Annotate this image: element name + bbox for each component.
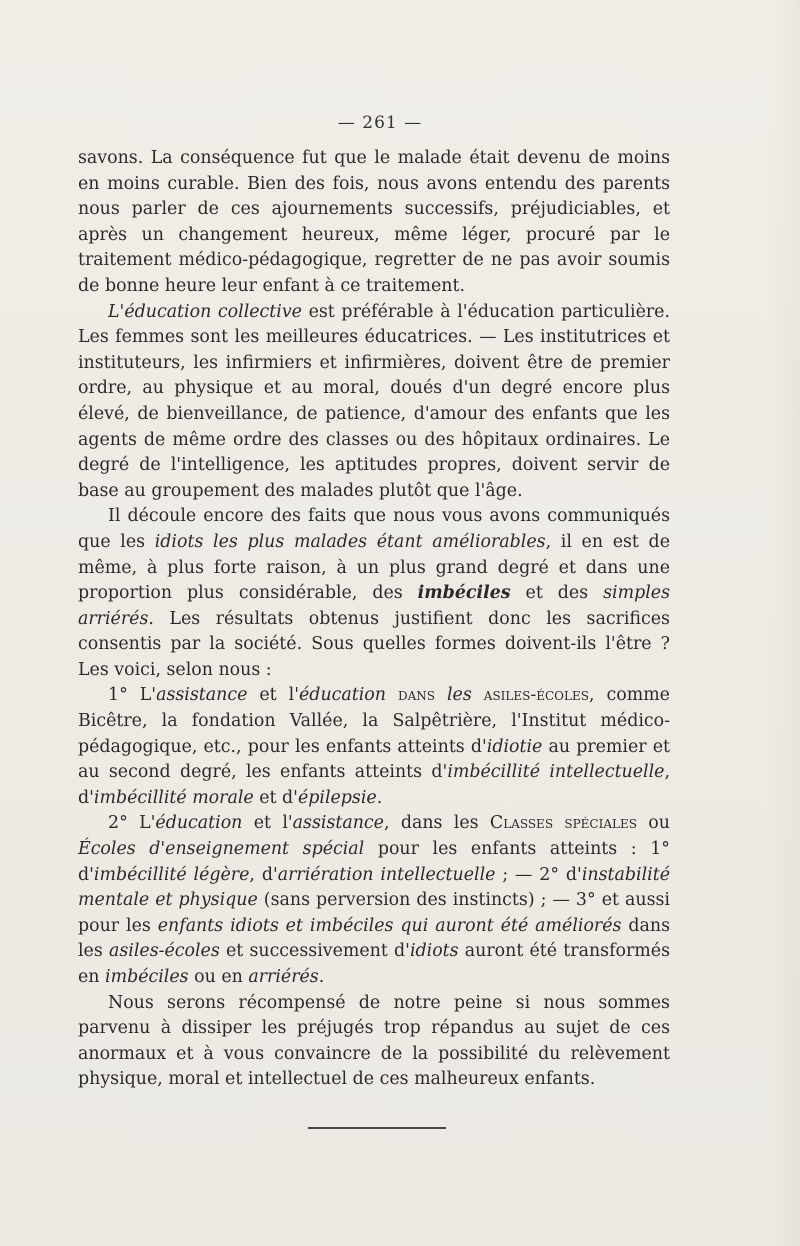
p5-italic-2: assistance (292, 813, 384, 834)
p5-text-3: , dans les (383, 813, 490, 834)
p5-italic-3: Écoles d'enseignement spécial (78, 839, 365, 860)
p5-text-11: auront été transformés en (78, 941, 671, 987)
p5-italic-8: asiles-écoles (108, 941, 220, 962)
p4-italic-4: idiotie (486, 736, 543, 757)
p4-italic-1: assistance (156, 685, 248, 706)
p5-text-9: dans les (78, 915, 671, 962)
p5-italic-9: idiots (409, 941, 459, 962)
p5-italic-7: enfants idiots et imbéciles qui auront été améliorés (157, 915, 622, 936)
p5-text-1: 2° L' (108, 813, 156, 834)
p4-italic-2: éducation (299, 685, 386, 706)
p4-text-9: et d' (253, 787, 298, 808)
body-text (78, 146, 670, 1093)
p5-text-12: ou en (188, 967, 249, 987)
p5-italic-10: imbéciles (105, 967, 189, 987)
p4-text-5 (472, 685, 484, 705)
paragraph-2-italic-lead: L'éducation collective (108, 301, 302, 322)
p5-text-5: pour les enfants atteints : 1° d' (78, 839, 671, 885)
p5-italic-11: arriérés (248, 967, 319, 987)
p4-italic-7: épilepsie (297, 787, 377, 808)
p5-text-7: ; — 2° d' (495, 864, 582, 885)
p3-italic-1: idiots les plus malades étant améliorables (154, 531, 546, 552)
p4-italic-5: imbécillité intellectuelle (447, 762, 665, 783)
p4-italic-6: imbécillité morale (93, 787, 254, 808)
p5-text-2: et l' (242, 813, 293, 834)
p4-text-10: . (376, 787, 383, 808)
p4-text-7: au premier et au second degré, les enfants atteints d' (78, 736, 670, 783)
p4-text-3 (386, 685, 398, 705)
p5-italic-1: éducation (155, 813, 243, 834)
p5-text-13: . (318, 967, 325, 987)
paragraph-6: Nous serons récompensé de notre peine si nous sommes parvenu à dissiper les préjugés trop répandus au sujet de ces anormaux et à vous convaincre de la possibilité du relèvement physique, moral et intellectuel de ces malheureux enfants. (78, 992, 670, 1090)
p3-italic-3: simples arriérés (78, 583, 670, 629)
paragraph-2 (78, 300, 670, 505)
p4-text-2: et l' (247, 685, 300, 706)
p4-smallcaps-1: dans (397, 685, 435, 706)
p5-italic-5: arriération intellectuelle (277, 864, 496, 885)
paragraph-4 (78, 683, 670, 811)
paragraph-2-text: est préférable à l'éducation particulière. Les femmes sont les meilleures éducatrices. — Les institutrices et instituteurs, les infirmiers et infirmières, doivent être de premier ordre, au physique et au moral, doués d'un degré encore plus élevé, de bienveillance, de patience, d'amour des enfants que les agents de même ordre des classes ou des hôpitaux ordinaires. Le degré de l'intelligence, les aptitudes propres, doivent servir de base au groupement des malades plutôt que l'âge. (78, 301, 670, 501)
p5-text-8: (sans perversion des instincts) ; — 3° et aussi pour les (78, 890, 670, 936)
closing-rule (308, 1127, 446, 1129)
p3-text-2: , il en est de même, à plus forte raison, à un plus grand degré et dans une proportion plus considérable, des (78, 531, 670, 604)
p3-text-3: et des (510, 583, 604, 604)
paragraph-5 (78, 811, 670, 990)
page-edge-shadow (770, 0, 800, 1246)
p5-text-6: , d' (249, 864, 278, 885)
page-number: — 261 — (337, 113, 423, 133)
p3-italic-2: imbéciles (417, 583, 511, 604)
p4-italic-3: les (447, 685, 472, 706)
p5-italic-6: instabilité mentale et physique (78, 864, 670, 911)
p5-italic-4: imbécillité légère (93, 864, 250, 885)
p4-text-1: 1° L' (108, 685, 157, 706)
paragraph-3 (78, 504, 670, 683)
p4-smallcaps-2: asiles-écoles (483, 685, 589, 706)
paragraph-1: savons. La conséquence fut que le malade était devenu de moins en moins curable. Bien des fois, nous avons entendu des parents nous parler de ces ajournements successifs, préjudiciables, et après un changement heureux, même léger, procuré par le traitement médico-pédagogique, regretter de ne pas avoir soumis de bonne heure leur enfant à ce traitement. (78, 148, 670, 296)
p4-text-8: , d' (78, 762, 670, 808)
p3-text-4: . Les résultats obtenus justifient donc les sacrifices consentis par la société. Sous quelles formes doivent-ils l'être ? Les voici, selon nous : (78, 608, 670, 680)
p3-text-1: Il découle encore des faits que nous vous avons communiqués que les (78, 506, 670, 552)
p5-text-4: ou (636, 813, 670, 834)
p5-smallcaps-1: Classes spéciales (489, 813, 637, 834)
p4-text-4 (435, 685, 447, 705)
p4-text-6: , comme Bicêtre, la fondation Vallée, la Salpêtrière, l'Institut médico-pédagogique, etc., pour les enfants atteints d' (78, 685, 670, 757)
p5-text-10: et successivement d' (219, 941, 410, 962)
